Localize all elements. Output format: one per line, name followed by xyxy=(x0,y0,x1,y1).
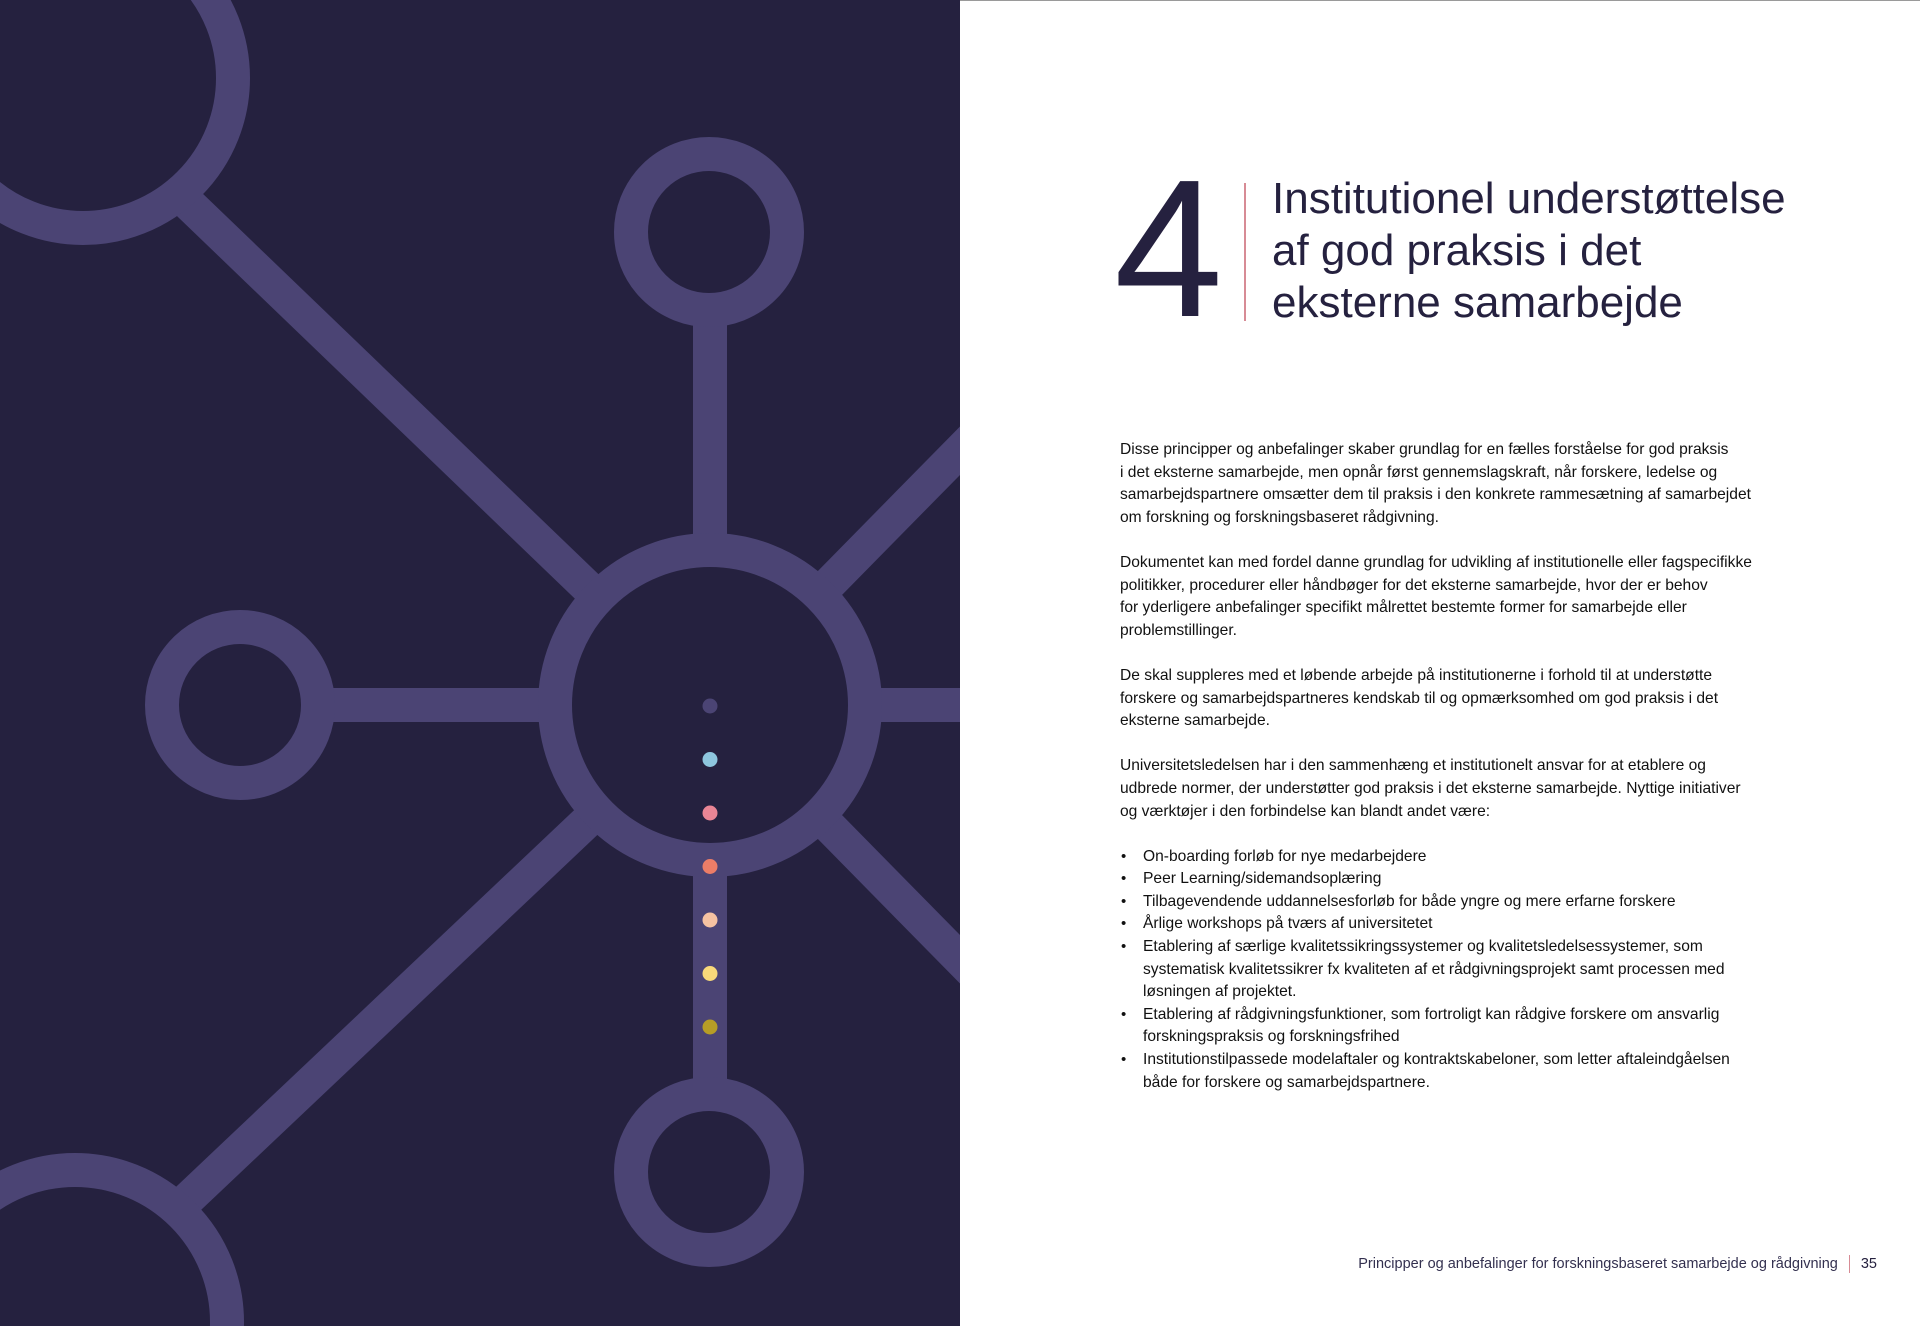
color-dot xyxy=(703,699,718,714)
paragraph-4 xyxy=(1120,755,1760,823)
color-dot xyxy=(703,913,718,928)
page-number: 35 xyxy=(1860,1256,1877,1272)
paragraph-line: Disse principper og anbefalinger skaber grundlag for en fælles forståelse for god praksis xyxy=(1120,441,1729,458)
color-dot xyxy=(703,752,718,767)
chapter-title-line: af god praksis i det xyxy=(1272,226,1642,275)
node-circle xyxy=(631,154,787,310)
node-circle xyxy=(162,627,318,783)
paragraph-line: for yderligere anbefalinger specifikt målrettet bestemte former for samarbejde eller xyxy=(1120,599,1687,617)
list-item-line: Peer Learning/sidemandsoplæring xyxy=(1143,870,1382,888)
paragraph-line: og værktøjer i den forbindelse kan blandt andet være: xyxy=(1120,802,1491,820)
list-item-line: Institutionstilpassede modelaftaler og kontraktskabeloner, som letter aftaleindgåelsen xyxy=(1143,1051,1730,1069)
paragraph-1 xyxy=(1120,439,1760,529)
paragraph-line: eksterne samarbejde. xyxy=(1120,712,1270,730)
node-circle xyxy=(0,0,233,228)
bullet-marker: • xyxy=(1121,870,1127,888)
paragraph-line: om forskning og forskningsbaseret rådgivning. xyxy=(1120,508,1439,526)
right-page xyxy=(960,0,1920,1326)
list-item xyxy=(1120,1049,1760,1094)
bullet-marker: • xyxy=(1121,1005,1127,1023)
paragraph-3 xyxy=(1120,665,1760,733)
list-item-line: både for forskere og samarbejdspartnere. xyxy=(1143,1073,1430,1091)
bullet-marker: • xyxy=(1121,892,1127,910)
list-item xyxy=(1120,868,1760,891)
chapter-divider xyxy=(1244,183,1246,321)
chapter-number: 4 xyxy=(1114,139,1220,358)
body-text xyxy=(1120,439,1760,1094)
chapter-title-line: eksterne samarbejde xyxy=(1272,278,1683,327)
paragraph-line: i det eksterne samarbejde, men opnår først gennemslagskraft, når forskere, ledelse og xyxy=(1120,463,1718,481)
color-dot xyxy=(703,859,718,874)
paragraph-line: politikker, procedurer eller håndbøger for det eksterne samarbejde, hvor der er behov xyxy=(1120,576,1708,594)
bullet-marker: • xyxy=(1121,847,1127,865)
color-dot xyxy=(703,806,718,821)
list-item xyxy=(1120,913,1760,936)
list-item xyxy=(1120,846,1760,869)
node-circle xyxy=(631,1094,787,1250)
paragraph-2 xyxy=(1120,552,1760,642)
chapter-title-line: Institutionel understøttelse xyxy=(1272,174,1786,223)
list-item-line: Årlige workshops på tværs af universitetet xyxy=(1143,915,1433,933)
list-item-line: Etablering af særlige kvalitetssikringssystemer og kvalitetsledelsessystemer, som xyxy=(1143,938,1703,956)
color-dot xyxy=(703,966,718,981)
list-item-line: systematisk kvalitetssikrer fx kvaliteten af et rådgivningsprojekt samt processen med xyxy=(1143,960,1725,978)
list-item-line: Tilbagevendende uddannelsesforløb for både yngre og mere erfarne forskere xyxy=(1143,892,1676,910)
chapter-title xyxy=(1272,173,1832,329)
list-item xyxy=(1120,936,1760,1004)
list-item-line: forskningspraksis og forskningsfrihed xyxy=(1143,1028,1400,1046)
list-item xyxy=(1120,891,1760,914)
bullet-marker: • xyxy=(1121,915,1127,933)
paragraph-line: Universitetsledelsen har i den sammenhæng et institutionelt ansvar for at etablere og xyxy=(1120,757,1706,775)
color-dot xyxy=(703,1020,718,1035)
paragraph-line: problemstillinger. xyxy=(1120,621,1238,639)
paragraph-line: udbrede normer, der understøtter god praksis i det eksterne samarbejde. Nyttige initiativer xyxy=(1120,779,1741,797)
footer-publication-title: Principper og anbefalinger for forskningsbaseret samarbejde og rådgivning xyxy=(1358,1256,1838,1272)
page-footer xyxy=(1358,1255,1877,1273)
paragraph-line: Dokumentet kan med fordel danne grundlag for udvikling af institutionelle eller fagspecifikke xyxy=(1120,553,1752,571)
paragraph-line: De skal suppleres med et løbende arbejde på institutionerne i forhold til at understøtte xyxy=(1120,666,1713,684)
list-item-line: On-boarding forløb for nye medarbejdere xyxy=(1143,847,1427,865)
list-item-line: Etablering af rådgivningsfunktioner, som fortroligt kan rådgive forskere om ansvarlig xyxy=(1143,1005,1720,1023)
paragraph-line: forskere og samarbejdspartneres kendskab til og opmærksomhed om god praksis i det xyxy=(1120,689,1719,707)
footer-divider xyxy=(1849,1255,1850,1273)
bullet-marker: • xyxy=(1121,938,1127,956)
list-item-line: løsningen af projektet. xyxy=(1143,983,1297,1001)
bullet-marker: • xyxy=(1121,1051,1127,1069)
initiatives-list xyxy=(1120,846,1760,1095)
paragraph-line: samarbejdspartnere omsætter dem til praksis i den konkrete rammesætning af samarbejdet xyxy=(1120,486,1751,504)
list-item xyxy=(1120,1004,1760,1049)
